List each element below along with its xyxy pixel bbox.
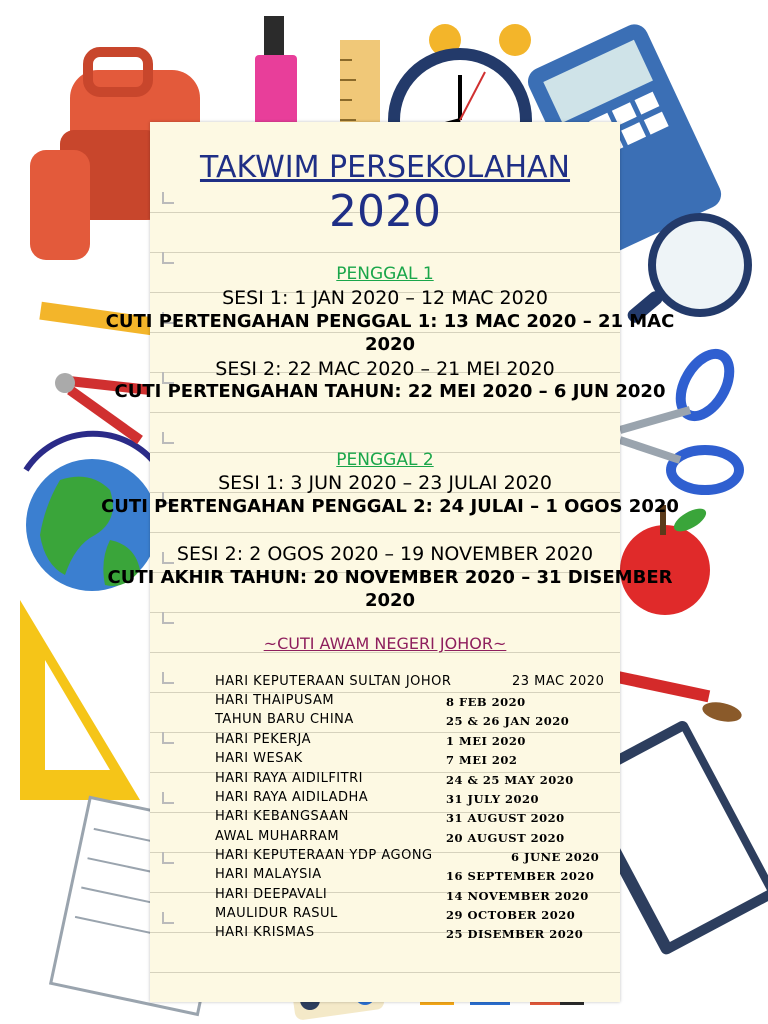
holiday-name: MAULIDUR RASUL bbox=[215, 906, 338, 921]
paintbrush-icon bbox=[610, 670, 744, 725]
holiday-date: 6 JUNE 2020 bbox=[511, 850, 600, 864]
holiday-name: HARI KEBANGSAAN bbox=[215, 809, 349, 824]
term1-cuti1: CUTI PERTENGAHAN PENGGAL 1: 13 MAC 2020 – 21 MAC 2020 bbox=[105, 311, 675, 355]
holiday-name: TAHUN BARU CHINA bbox=[215, 712, 354, 727]
holiday-name: HARI DEEPAVALI bbox=[215, 887, 328, 902]
scissors-icon bbox=[620, 346, 739, 490]
holiday-date: 25 & 26 JAN 2020 bbox=[446, 714, 570, 728]
holiday-date: 24 & 25 MAY 2020 bbox=[446, 773, 574, 787]
holiday-name: AWAL MUHARRAM bbox=[215, 829, 340, 844]
public-holidays-title: ~CUTI AWAM NEGERI JOHOR~ bbox=[263, 634, 507, 653]
term2-cuti2: CUTI AKHIR TAHUN: 20 NOVEMBER 2020 – 31 DISEMBER 2020 bbox=[107, 567, 673, 611]
term2-title: PENGGAL 2 bbox=[336, 450, 434, 470]
holiday-date: 7 MEI 202 bbox=[446, 753, 518, 767]
page-title: TAKWIM PERSEKOLAHAN bbox=[199, 150, 571, 185]
set-square-icon bbox=[20, 600, 140, 800]
holiday-name: HARI RAYA AIDILFITRI bbox=[215, 771, 363, 786]
holiday-name: HARI RAYA AIDILADHA bbox=[215, 790, 369, 805]
holiday-date: 31 JULY 2020 bbox=[446, 792, 540, 806]
term2-sesi1: SESI 1: 3 JUN 2020 – 23 JULAI 2020 bbox=[218, 472, 552, 494]
holiday-date: 16 SEPTEMBER 2020 bbox=[446, 869, 595, 883]
holiday-date: 14 NOVEMBER 2020 bbox=[446, 889, 589, 903]
term2-cuti1: CUTI PERTENGAHAN PENGGAL 2: 24 JULAI – 1 OGOS 2020 bbox=[101, 496, 679, 517]
term1-title: PENGGAL 1 bbox=[336, 264, 434, 284]
holiday-date: 25 DISEMBER 2020 bbox=[446, 927, 584, 941]
holiday-name: HARI KEPUTERAAN YDP AGONG bbox=[215, 848, 433, 863]
holiday-name: HARI KEPUTERAAN SULTAN JOHOR bbox=[215, 674, 452, 689]
page-year: 2020 bbox=[329, 186, 441, 237]
holiday-date: 29 OCTOBER 2020 bbox=[446, 908, 576, 922]
holiday-date: 1 MEI 2020 bbox=[446, 734, 526, 748]
holiday-date: 31 AUGUST 2020 bbox=[446, 811, 565, 825]
term1-sesi2: SESI 2: 22 MAC 2020 – 21 MEI 2020 bbox=[215, 358, 555, 380]
term1-cuti2: CUTI PERTENGAHAN TAHUN: 22 MEI 2020 – 6 JUN 2020 bbox=[114, 381, 666, 402]
holiday-date: 20 AUGUST 2020 bbox=[446, 831, 565, 845]
holiday-date: 8 FEB 2020 bbox=[446, 695, 526, 709]
term1-sesi1: SESI 1: 1 JAN 2020 – 12 MAC 2020 bbox=[222, 287, 548, 309]
term2-sesi2: SESI 2: 2 OGOS 2020 – 19 NOVEMBER 2020 bbox=[176, 543, 594, 565]
holiday-name: HARI WESAK bbox=[215, 751, 303, 766]
holiday-name: HARI KRISMAS bbox=[215, 925, 315, 940]
holiday-name: HARI THAIPUSAM bbox=[215, 693, 335, 708]
holiday-name: HARI PEKERJA bbox=[215, 732, 311, 747]
holiday-date: 23 MAC 2020 bbox=[512, 674, 605, 689]
holiday-name: HARI MALAYSIA bbox=[215, 867, 322, 882]
